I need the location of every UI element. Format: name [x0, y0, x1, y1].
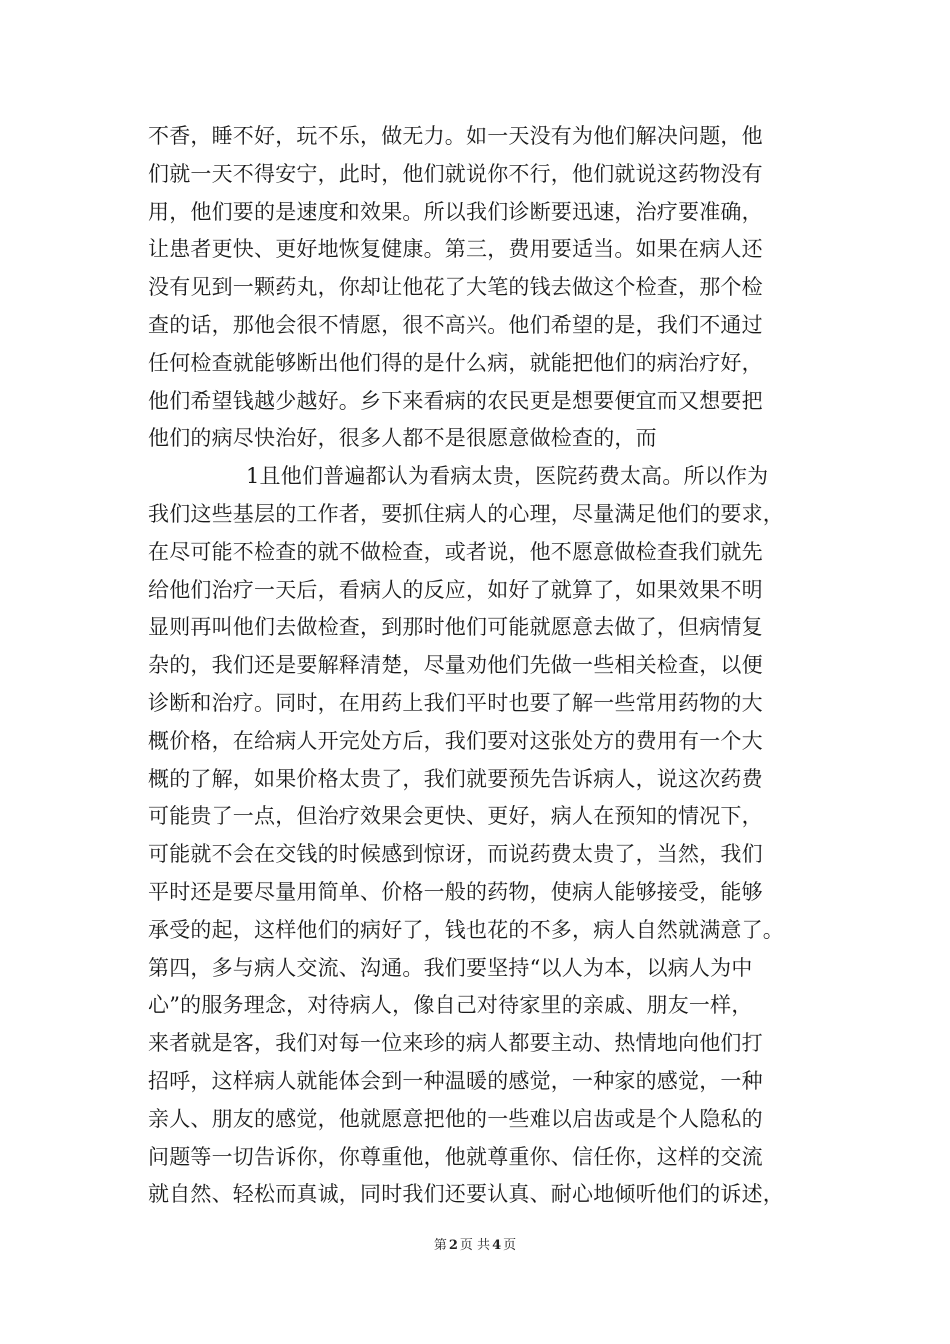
- text-line: 招呼，这样病人就能体会到一种温暖的感觉，一种家的感觉，一种: [148, 1068, 763, 1093]
- footer-prefix: 第: [433, 1238, 447, 1253]
- paragraph-1: [148, 118, 828, 458]
- text-line: 诊断和治疗。同时，在用药上我们平时也要了解一些常用药物的大: [148, 690, 763, 715]
- text-line: 杂的，我们还是要解释清楚，尽量劝他们先做一些相关检查，以便: [148, 653, 763, 678]
- text-line: 查的话，那他会很不情愿，很不高兴。他们希望的是，我们不通过: [148, 312, 763, 337]
- text-line-indented: 1且他们普遍都认为看病太贵，医院药费太高。所以作为: [246, 464, 769, 489]
- text-line: 他们的病尽快治好，很多人都不是很愿意做检查的，而: [148, 426, 657, 451]
- text-line: 可能就不会在交钱的时候感到惊讶，而说药费太贵了，当然，我们: [148, 842, 763, 867]
- paragraph-2: [148, 458, 828, 1214]
- text-line: 问题等一切告诉你，你尊重他，他就尊重你、信任你，这样的交流: [148, 1144, 763, 1169]
- text-line: 在尽可能不检查的就不做检查，或者说，他不愿意做检查我们就先: [148, 539, 763, 564]
- text-line: 平时还是要尽量用简单、价格一般的药物，使病人能够接受，能够: [148, 879, 763, 904]
- text-line: 们就一天不得安宁，此时，他们就说你不行，他们就说这药物没有: [148, 161, 763, 186]
- text-line: 让患者更快、更好地恢复健康。第三，费用要适当。如果在病人还: [148, 237, 763, 262]
- text-line: 第四，多与病人交流、沟通。我们要坚持“以人为本，以病人为中: [148, 955, 753, 980]
- text-line: 他们希望钱越少越好。乡下来看病的农民更是想要便宜而又想要把: [148, 388, 763, 413]
- footer-suffix: 页: [503, 1238, 517, 1253]
- page-footer: [0, 1234, 950, 1253]
- text-line: 概价格，在给病人开完处方后，我们要对这张处方的费用有一个大: [148, 728, 763, 753]
- footer-middle: 页 共: [459, 1238, 491, 1253]
- text-line: 用，他们要的是速度和效果。所以我们诊断要迅速，治疗要准确，: [148, 199, 763, 224]
- text-line: 不香，睡不好，玩不乐，做无力。如一天没有为他们解决问题，他: [148, 124, 763, 148]
- text-line: 来者就是客，我们对每一位来珍的病人都要主动、热情地向他们打: [148, 1031, 763, 1056]
- text-line: 可能贵了一点，但治疗效果会更快、更好，病人在预知的情况下，: [148, 804, 763, 829]
- text-line: 承受的起，这样他们的病好了，钱也花的不多，病人自然就满意了。: [148, 917, 784, 942]
- total-pages-number: 4: [492, 1238, 502, 1253]
- text-line: 我们这些基层的工作者，要抓住病人的心理，尽量满足他们的要求，: [148, 501, 784, 526]
- text-line: 概的了解，如果价格太贵了，我们就要预先告诉病人，说这次药费: [148, 766, 763, 791]
- text-line: 亲人、朋友的感觉，他就愿意把他的一些难以启齿或是个人隐私的: [148, 1106, 763, 1131]
- current-page-number: 2: [448, 1238, 458, 1253]
- text-line: 显则再叫他们去做检查，到那时他们可能就愿意去做了，但病情复: [148, 615, 763, 640]
- text-line: 任何检查就能够断出他们得的是什么病，就能把他们的病治疗好，: [148, 350, 763, 375]
- text-line: 就自然、轻松而真诚，同时我们还要认真、耐心地倾听他们的诉述，: [148, 1182, 784, 1207]
- document-body: [148, 118, 828, 1214]
- text-line: 给他们治疗一天后，看病人的反应，如好了就算了，如果效果不明: [148, 577, 763, 602]
- text-line: 没有见到一颗药丸，你却让他花了大笔的钱去做这个检查，那个检: [148, 275, 763, 300]
- text-line: 心”的服务理念，对待病人，像自己对待家里的亲戚、朋友一样，: [148, 993, 753, 1018]
